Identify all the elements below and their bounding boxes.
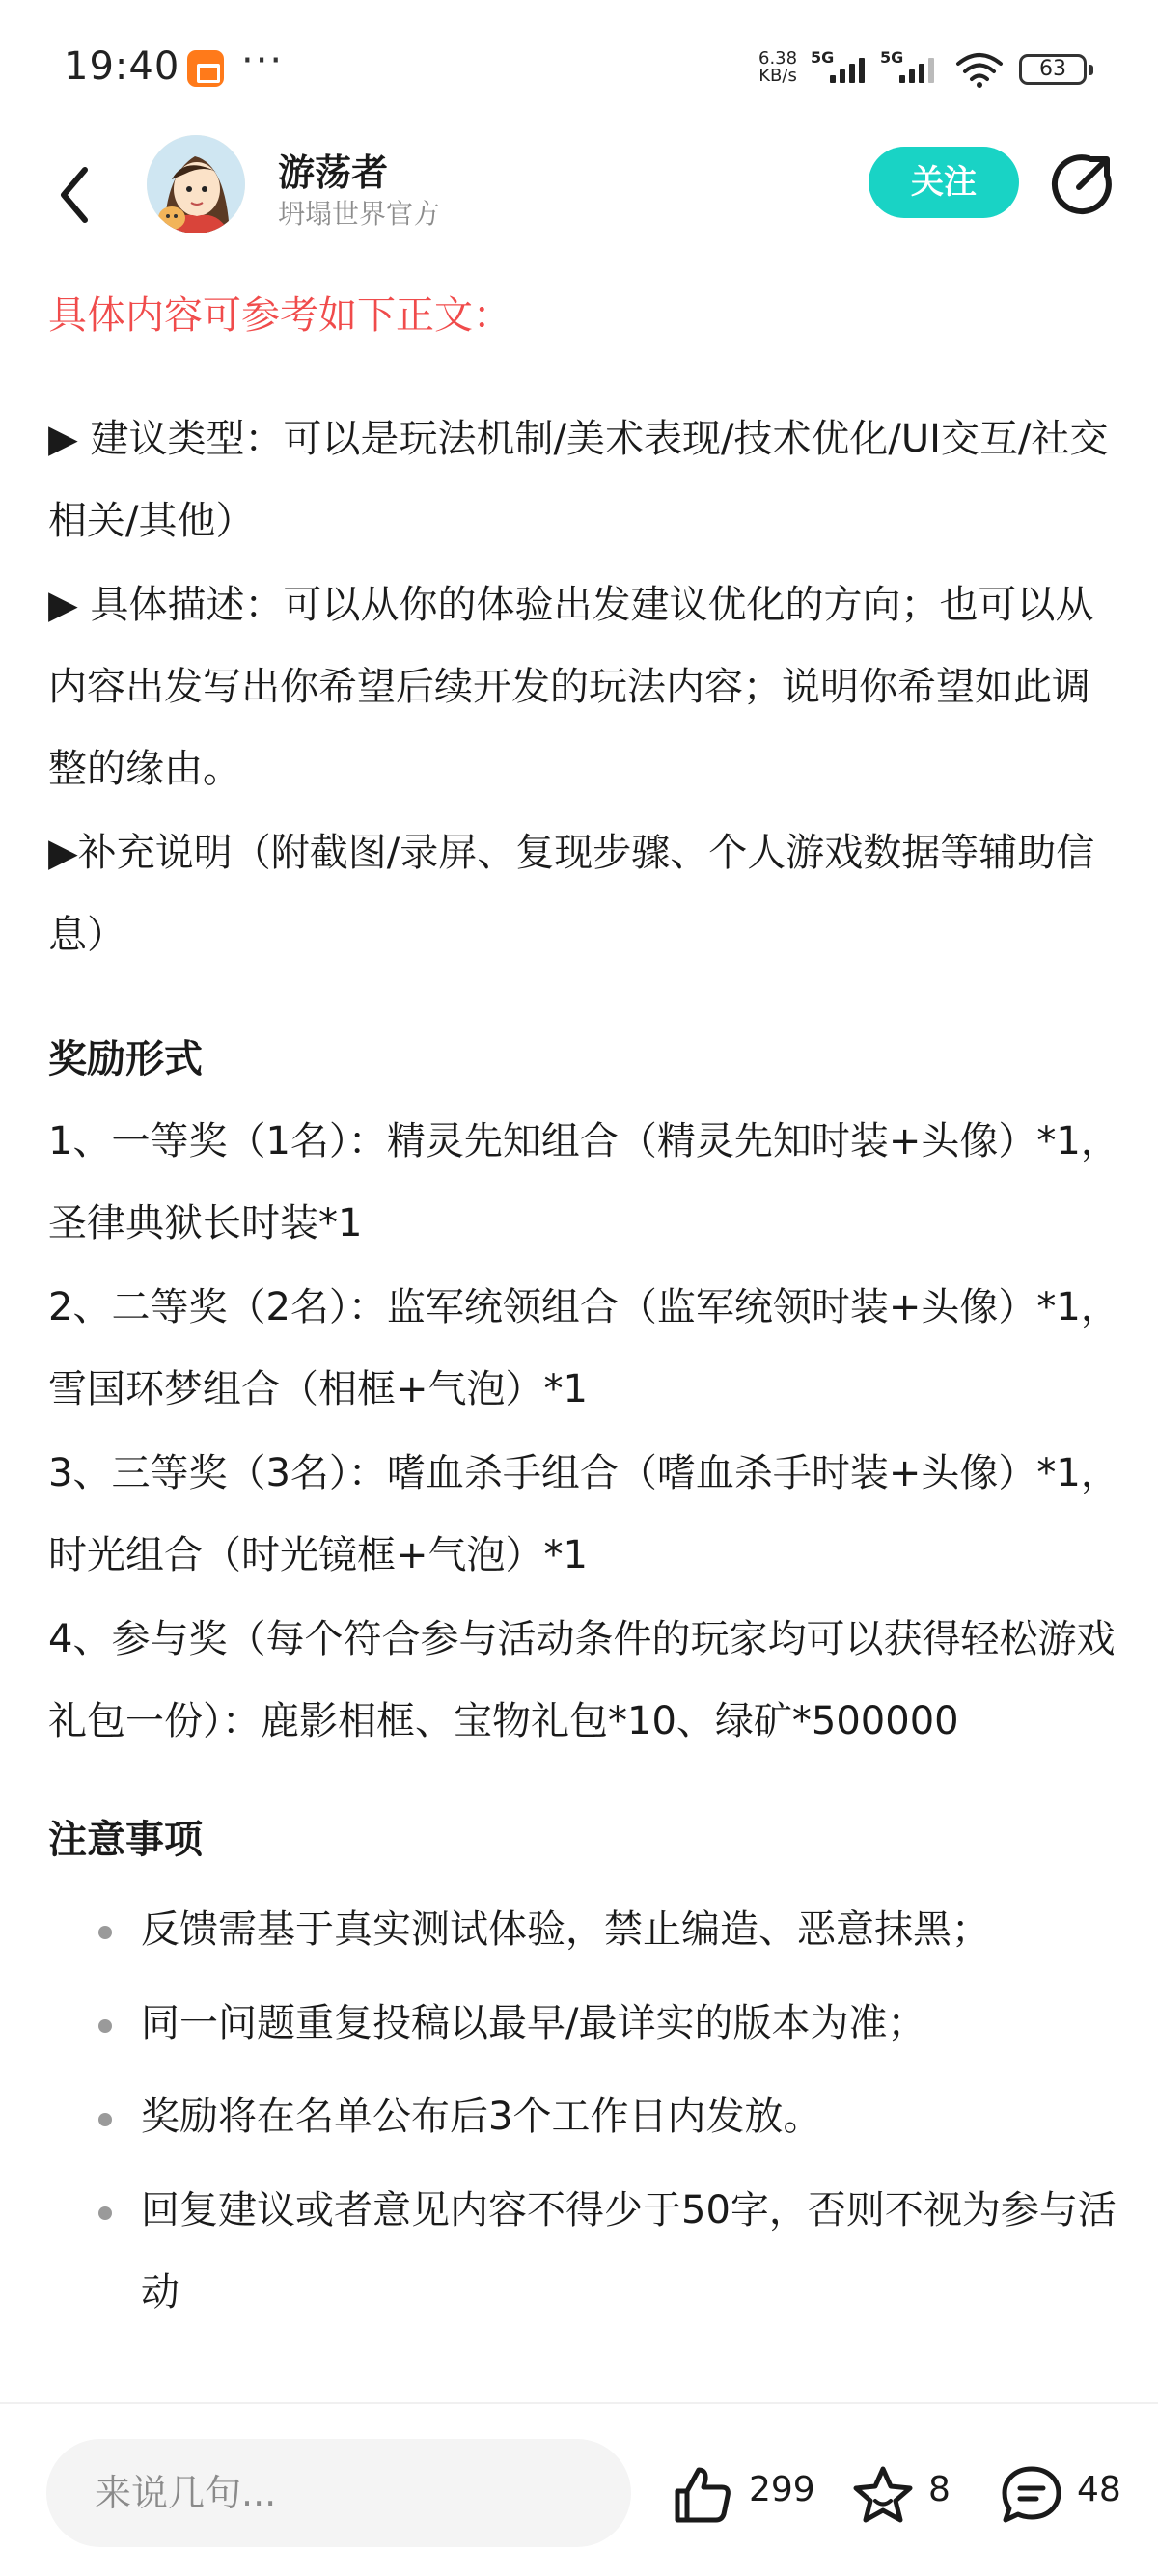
reward-first: 1、一等奖（1名）：精灵先知组合（精灵先知时装+头像）*1，圣律典狱长时装*1	[48, 1119, 1119, 1246]
bullet-icon	[98, 2206, 112, 2220]
note-text: 反馈需基于真实测试体验，禁止编造、恶意抹黑；	[141, 1907, 990, 1952]
avatar[interactable]	[147, 135, 245, 233]
more-notifications-icon: ···	[241, 39, 285, 83]
bullet-icon	[98, 1926, 112, 1939]
suggestion-description: ▶ 具体描述：可以从你的体验出发建议优化的方向；也可以从内容出发写出你希望后续开发的玩法内容；说明你希望如此调整的缘由。	[48, 583, 1094, 791]
network-speed-value: 6.38	[758, 48, 798, 69]
bullet-icon	[98, 2113, 112, 2126]
reward-third: 3、三等奖（3名）：嗜血杀手组合（嗜血杀手时装+头像）*1，时光组合（时光镜框+气泡）*1	[48, 1451, 1119, 1577]
notes-title: 注意事项	[48, 1818, 203, 1862]
back-button[interactable]	[48, 156, 106, 233]
comments-button[interactable]	[1000, 2464, 1125, 2526]
rewards-title: 奖励形式	[48, 1037, 203, 1082]
post-header	[0, 135, 1158, 260]
avatar-illustration-icon	[147, 135, 245, 233]
follow-button[interactable]: 关注	[868, 147, 1019, 218]
post-lead: 具体内容可参考如下正文：	[48, 293, 511, 338]
reward-participation: 4、参与奖（每个符合参与活动条件的玩家均可以获得轻松游戏礼包一份）：鹿影相框、宝物礼包*10、绿矿*500000	[48, 1617, 1116, 1743]
bullet-icon	[98, 2019, 112, 2033]
notes-list	[48, 1889, 1119, 2334]
signal-label-sim1: 5G	[811, 48, 835, 67]
note-text: 奖励将在名单公布后3个工作日内发放。	[141, 2095, 822, 2139]
signal-icon-sim1	[811, 48, 868, 87]
signal-label-sim2: 5G	[880, 48, 904, 67]
thumbs-up-icon	[672, 2464, 733, 2526]
network-speed-unit: KB/s	[758, 66, 797, 86]
list-item	[48, 2170, 1119, 2334]
signal-icon-sim2	[880, 48, 938, 87]
list-item	[48, 1889, 1119, 1971]
status-time: 19:40	[64, 44, 180, 89]
user-subtitle: 坍塌世界官方	[278, 198, 441, 230]
post-content	[48, 275, 1119, 2345]
comment-count: 48	[1077, 2470, 1121, 2509]
battery-icon: 63	[1019, 54, 1087, 85]
bottom-action-bar	[0, 2402, 1158, 2576]
reward-second: 2、二等奖（2名）：监军统领组合（监军统领时装+头像）*1，雪国环梦组合（相框+气泡）*1	[48, 1285, 1119, 1411]
like-count: 299	[749, 2470, 815, 2509]
favorite-button[interactable]	[851, 2464, 957, 2526]
favorite-count: 8	[928, 2470, 951, 2509]
network-speed	[758, 50, 797, 85]
share-icon[interactable]	[1050, 152, 1114, 216]
comment-bubble-icon	[1000, 2464, 1063, 2526]
list-item	[48, 1983, 1119, 2065]
suggestion-type: ▶ 建议类型：可以是玩法机制/美术表现/技术优化/UI交互/社交相关/其他）	[48, 417, 1109, 543]
star-icon	[851, 2464, 915, 2526]
comment-input[interactable]	[46, 2439, 631, 2547]
list-item	[48, 2076, 1119, 2158]
suggestion-supplement: ▶补充说明（附截图/录屏、复现步骤、个人游戏数据等辅助信息）	[48, 831, 1095, 957]
user-name[interactable]: 游荡者	[278, 151, 389, 194]
shopping-app-icon	[187, 50, 224, 87]
note-text: 同一问题重复投稿以最早/最详实的版本为准；	[141, 2001, 926, 2045]
wifi-icon	[955, 50, 1004, 89]
note-text: 回复建议或者意见内容不得少于50字，否则不视为参与活动	[141, 2188, 1117, 2315]
like-button[interactable]	[672, 2464, 816, 2526]
status-bar	[0, 0, 1158, 135]
